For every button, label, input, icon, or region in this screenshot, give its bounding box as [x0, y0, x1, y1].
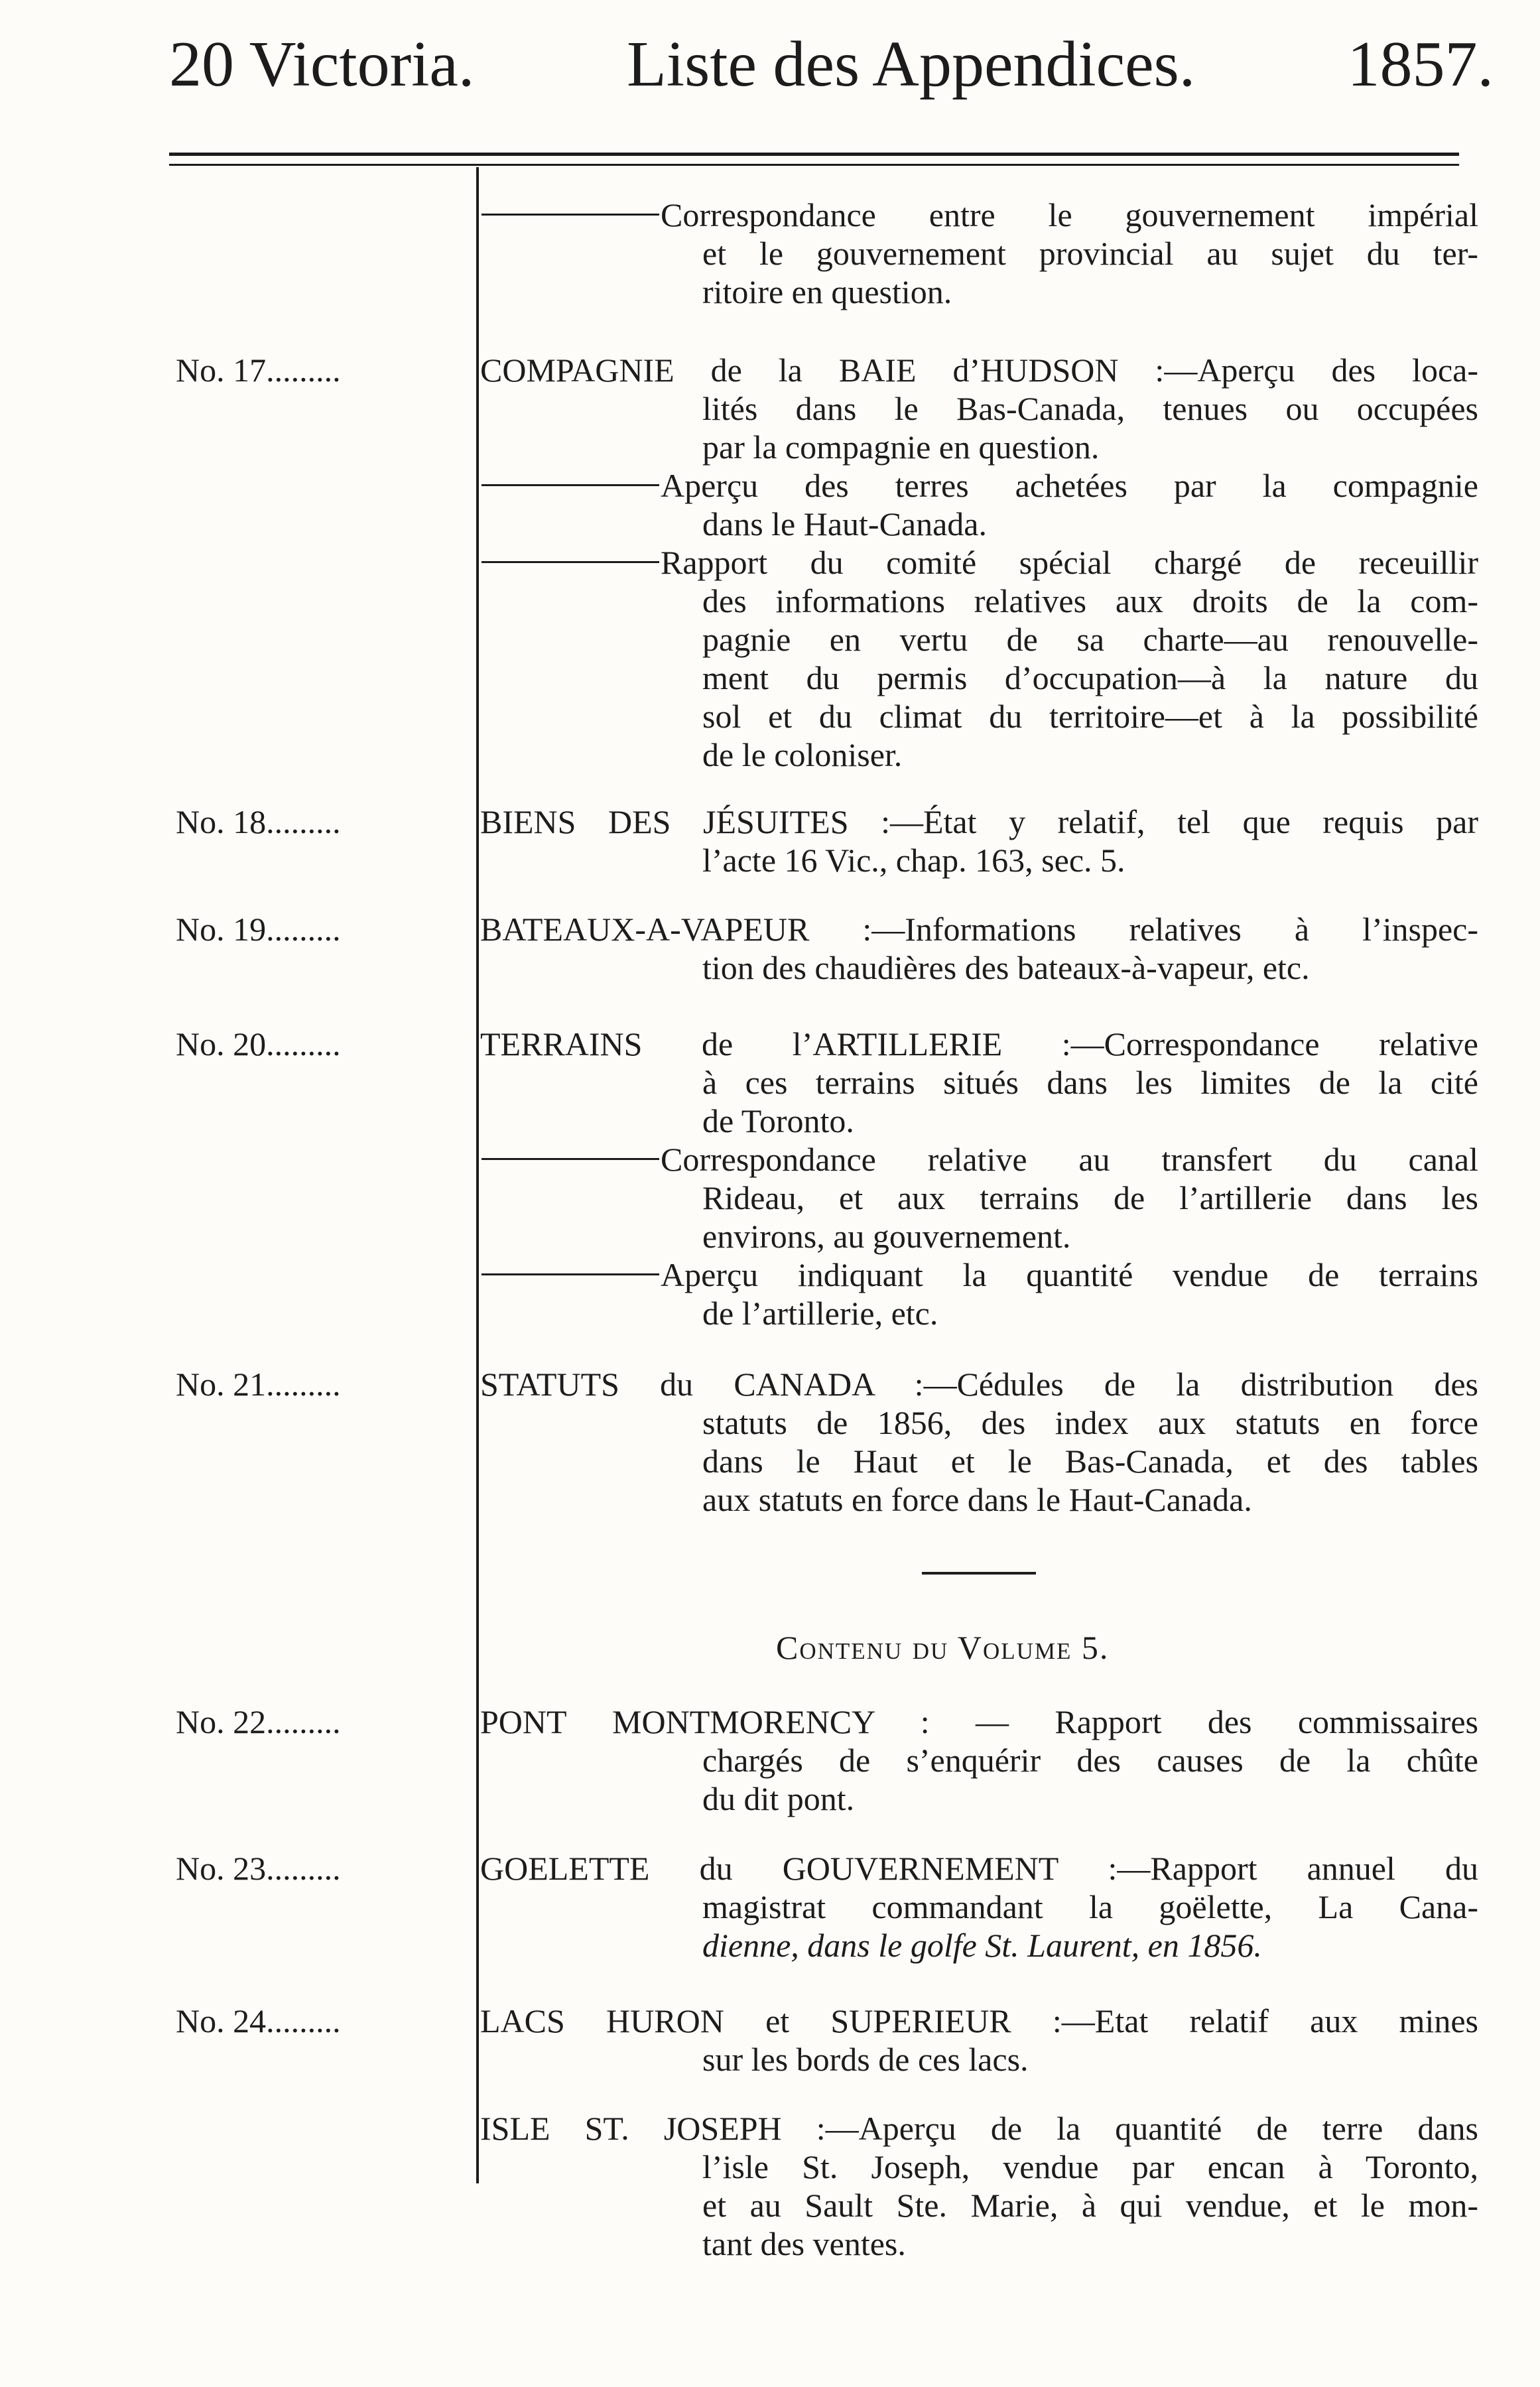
- entry-line: et le gouvernement provincial au sujet du ter-: [702, 235, 1478, 272]
- entry-line: GOELETTE du GOUVERNEMENT :—Rapport annuel du: [480, 1850, 1478, 1887]
- entry-line: TERRAINS de l’ARTILLERIE :—Correspondance relative: [480, 1025, 1478, 1063]
- entry-line: dienne, dans le golfe St. Laurent, en 1856.: [702, 1927, 1262, 1964]
- entry-line: statuts de 1856, des index aux statuts en force: [702, 1404, 1478, 1441]
- entry-line: BATEAUX-A-VAPEUR :—Informations relatives à l’inspec-: [480, 911, 1478, 948]
- entry-number-20: No. 20.........: [176, 1025, 341, 1063]
- entry-line: COMPAGNIE de la BAIE d’HUDSON :—Aperçu des loca-: [480, 352, 1478, 389]
- entry-line: sol et du climat du territoire—et à la possibilité: [702, 698, 1478, 735]
- entry-24: [480, 2002, 1478, 2079]
- entry-line: sur les bords de ces lacs.: [702, 2041, 1029, 2078]
- header-regnal-year: 20 Victoria.: [169, 29, 475, 100]
- header-year: 1857.: [1347, 29, 1494, 100]
- entry-line: LACS HURON et SUPERIEUR :—Etat relatif aux mines: [480, 2002, 1478, 2039]
- entry-line: pagnie en vertu de sa charte—au renouvelle-: [702, 621, 1478, 658]
- entry-isle-st-joseph: [480, 2109, 1478, 2263]
- entry-line: par la compagnie en question.: [702, 428, 1100, 466]
- entry-line: Rapport du comité spécial chargé de receuillir: [480, 543, 1478, 582]
- entry-line: environs, au gouvernement.: [702, 1218, 1071, 1255]
- section-heading: Contenu du Volume 5.: [776, 1629, 1110, 1666]
- section-separator: [922, 1572, 1036, 1575]
- entry-line: du dit pont.: [702, 1780, 855, 1817]
- entry-number-18: No. 18.........: [176, 803, 341, 840]
- entry-line: chargés de s’enquérir des causes de la chûte: [702, 1742, 1478, 1779]
- entry-line: de le coloniser.: [702, 736, 903, 773]
- entry-line: dans le Haut et le Bas-Canada, et des tables: [702, 1443, 1478, 1480]
- entry-17: [480, 351, 1478, 774]
- entry-number-21: No. 21.........: [176, 1366, 341, 1403]
- entry-line: Rideau, et aux terrains de l’artillerie dans les: [702, 1179, 1478, 1216]
- entry-line: magistrat commandant la goëlette, La Cana-: [702, 1888, 1478, 1925]
- entry-20: [480, 1025, 1478, 1332]
- entry-line: ment du permis d’occupation—à la nature du: [702, 659, 1478, 696]
- entry-line: Correspondance entre le gouvernement impérial: [480, 196, 1478, 234]
- entry-number-22: No. 22.........: [176, 1703, 341, 1740]
- sub-entry-dash: [481, 1158, 659, 1160]
- entry-continuation: [480, 196, 1478, 311]
- entry-number-24: No. 24.........: [176, 2002, 341, 2039]
- entry-line: Correspondance relative au transfert du canal: [480, 1140, 1478, 1179]
- entry-line: et au Sault Ste. Marie, à qui vendue, et le mon-: [702, 2187, 1478, 2224]
- entry-line: Aperçu indiquant la quantité vendue de terrains: [480, 1256, 1478, 1294]
- column-divider: [476, 167, 479, 2183]
- entry-line: à ces terrains situés dans les limites de la cité: [702, 1064, 1478, 1101]
- entry-21: [480, 1365, 1478, 1519]
- entry-23: [480, 1849, 1478, 1965]
- entry-line: ritoire en question.: [702, 273, 952, 310]
- entry-line: lités dans le Bas-Canada, tenues ou occupées: [702, 390, 1478, 427]
- entry-19: [480, 910, 1478, 987]
- entry-number-17: No. 17.........: [176, 352, 341, 389]
- sub-entry-dash: [481, 1273, 659, 1275]
- entry-line: tant des ventes.: [702, 2225, 906, 2262]
- entry-number-23: No. 23.........: [176, 1850, 341, 1887]
- sub-entry-dash: [481, 214, 659, 216]
- entry-line: BIENS DES JÉSUITES :—État y relatif, tel que requis par: [480, 803, 1478, 840]
- entry-line: de l’artillerie, etc.: [702, 1295, 938, 1332]
- entry-line: STATUTS du CANADA :—Cédules de la distribution des: [480, 1366, 1478, 1403]
- entry-line: l’acte 16 Vic., chap. 163, sec. 5.: [702, 842, 1125, 879]
- entry-line: dans le Haut-Canada.: [702, 505, 988, 543]
- entry-line: aux statuts en force dans le Haut-Canada.: [702, 1481, 1252, 1518]
- entry-line: Aperçu des terres achetées par la compagnie: [480, 466, 1478, 505]
- entry-18: [480, 803, 1478, 879]
- sub-entry-dash: [481, 561, 659, 563]
- entry-line: de Toronto.: [702, 1102, 854, 1139]
- header-rule-thick: [169, 153, 1459, 156]
- entry-line: ISLE ST. JOSEPH :—Aperçu de la quantité de terre dans: [480, 2110, 1478, 2147]
- header-title: Liste des Appendices.: [627, 29, 1196, 100]
- entry-22: [480, 1703, 1478, 1818]
- entry-number-19: No. 19.........: [176, 911, 341, 948]
- entry-line: PONT MONTMORENCY : — Rapport des commissaires: [480, 1703, 1478, 1740]
- entry-line: l’isle St. Joseph, vendue par encan à Toronto,: [702, 2148, 1478, 2185]
- entry-line: tion des chaudières des bateaux-à-vapeur, etc.: [702, 949, 1310, 986]
- header-rule-thin: [169, 164, 1459, 166]
- sub-entry-dash: [481, 484, 659, 486]
- entry-line: des informations relatives aux droits de la com-: [702, 582, 1478, 619]
